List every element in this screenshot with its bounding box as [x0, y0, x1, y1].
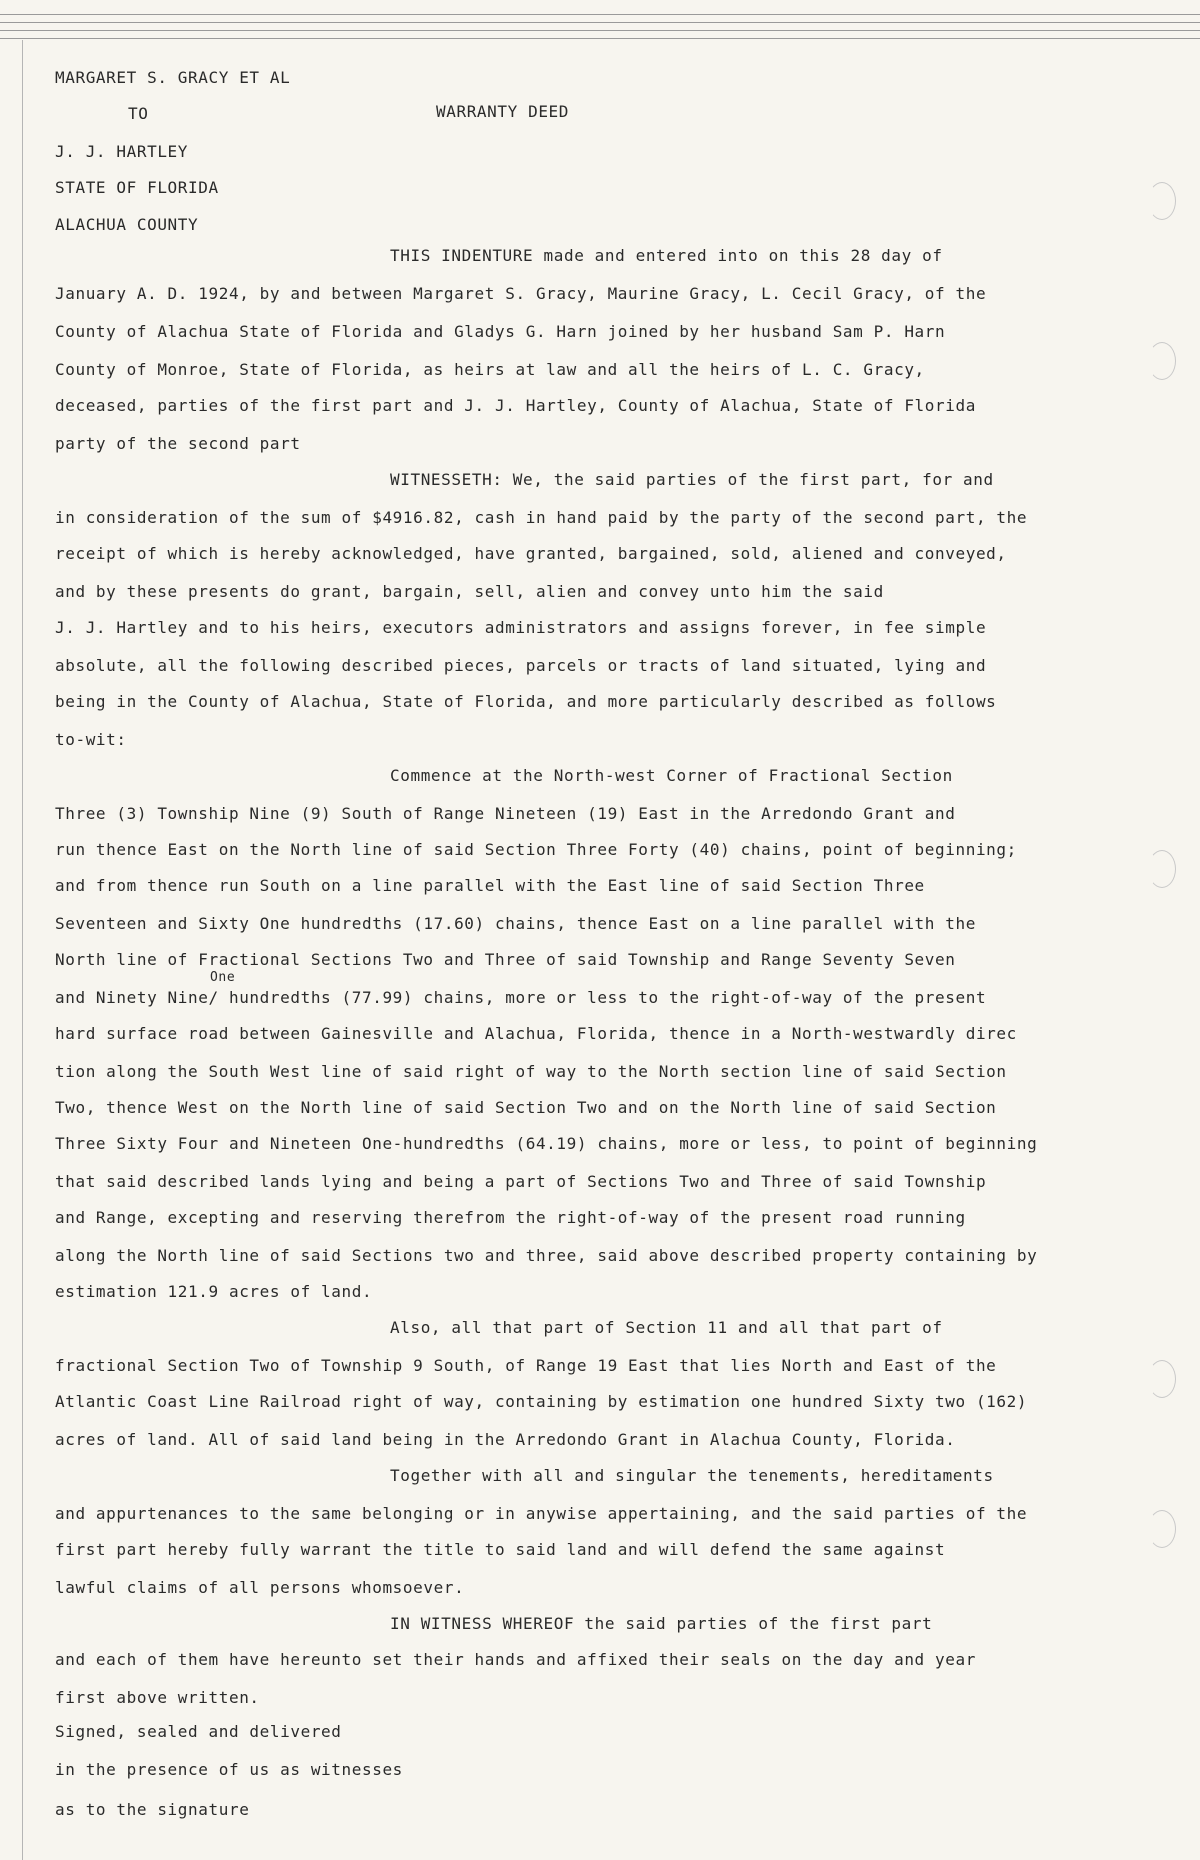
deed-line: Commence at the North-west Corner of Fractional Section [390, 766, 953, 785]
deed-line: first above written. [55, 1688, 260, 1707]
deed-line: estimation 121.9 acres of land. [55, 1282, 373, 1301]
binder-hole [1148, 342, 1176, 380]
deed-line: January A. D. 1924, by and between Margaret S. Gracy, Maurine Gracy, L. Cecil Gracy, of the [55, 284, 987, 303]
deed-line: County of Alachua State of Florida and Gladys G. Harn joined by her husband Sam P. Harn [55, 322, 946, 341]
deed-line: THIS INDENTURE made and entered into on this 28 day of [390, 246, 943, 265]
deed-line: Seventeen and Sixty One hundredths (17.60) chains, thence East on a line parallel with the [55, 914, 976, 933]
deed-line: receipt of which is hereby acknowledged, have granted, bargained, sold, aliened and conveyed, [55, 544, 1007, 563]
deed-line: Atlantic Coast Line Railroad right of way, containing by estimation one hundred Sixty two (162) [55, 1392, 1028, 1411]
deed-line: fractional Section Two of Township 9 South, of Range 19 East that lies North and East of the [55, 1356, 997, 1375]
deed-line: North line of Fractional Sections Two and Three of said Township and Range Seventy Seven [55, 950, 956, 969]
deed-line: deceased, parties of the first part and J. J. Hartley, County of Alachua, State of Florida [55, 396, 976, 415]
county-heading: ALACHUA COUNTY [55, 215, 199, 234]
deed-line: and from thence run South on a line parallel with the East line of said Section Three [55, 876, 925, 895]
deed-line: Three Sixty Four and Nineteen One-hundredths (64.19) chains, more or less, to point of beginning [55, 1134, 1038, 1153]
top-rule [0, 14, 1200, 15]
binder-hole [1148, 1360, 1176, 1398]
deed-line: Together with all and singular the tenements, hereditaments [390, 1466, 994, 1485]
deed-line: tion along the South West line of said right of way to the North section line of said Section [55, 1062, 1007, 1081]
deed-line: and Range, excepting and reserving therefrom the right-of-way of the present road running [55, 1208, 966, 1227]
deed-line: Three (3) Township Nine (9) South of Range Nineteen (19) East in the Arredondo Grant and [55, 804, 956, 823]
deed-line: Two, thence West on the North line of said Section Two and on the North line of said Section [55, 1098, 997, 1117]
deed-line: Signed, sealed and delivered [55, 1722, 342, 1741]
state-heading: STATE OF FLORIDA [55, 178, 219, 197]
deed-line: and appurtenances to the same belonging or in anywise appertaining, and the said parties of the [55, 1504, 1028, 1523]
to-label: TO [128, 104, 149, 123]
deed-line: lawful claims of all persons whomsoever. [55, 1578, 465, 1597]
deed-line: to-wit: [55, 730, 127, 749]
binder-hole [1148, 182, 1176, 220]
deed-line: J. J. Hartley and to his heirs, executors administrators and assigns forever, in fee simple [55, 618, 987, 637]
deed-line: WITNESSETH: We, the said parties of the first part, for and [390, 470, 994, 489]
deed-line: as to the signature [55, 1800, 250, 1819]
binder-hole [1148, 1510, 1176, 1548]
deed-line: and Ninety Nine/ hundredths (77.99) chains, more or less to the right-of-way of the present [55, 988, 987, 1007]
deed-line: being in the County of Alachua, State of Florida, and more particularly described as follows [55, 692, 997, 711]
deed-line: and each of them have hereunto set their hands and affixed their seals on the day and year [55, 1650, 976, 1669]
deed-line: County of Monroe, State of Florida, as heirs at law and all the heirs of L. C. Gracy, [55, 360, 925, 379]
grantor-heading: MARGARET S. GRACY ET AL [55, 68, 291, 87]
deed-line: in the presence of us as witnesses [55, 1760, 403, 1779]
top-rule [0, 22, 1200, 23]
deed-line: party of the second part [55, 434, 301, 453]
deed-line: acres of land. All of said land being in the Arredondo Grant in Alachua County, Florida. [55, 1430, 956, 1449]
deed-line: IN WITNESS WHEREOF the said parties of the first part [390, 1614, 933, 1633]
deed-line: in consideration of the sum of $4916.82, cash in hand paid by the party of the second part, the [55, 508, 1028, 527]
deed-line: along the North line of said Sections two and three, said above described property containing by [55, 1246, 1038, 1265]
deed-line: run thence East on the North line of said Section Three Forty (40) chains, point of beginning; [55, 840, 1017, 859]
deed-line: hard surface road between Gainesville and Alachua, Florida, thence in a North-westwardly direc [55, 1024, 1017, 1043]
deed-line: and by these presents do grant, bargain, sell, alien and convey unto him the said [55, 582, 884, 601]
document-title: WARRANTY DEED [436, 102, 570, 121]
deed-line: that said described lands lying and being a part of Sections Two and Three of said Township [55, 1172, 987, 1191]
interline-correction: One [210, 970, 236, 985]
binder-hole [1148, 850, 1176, 888]
margin-rule [22, 40, 23, 1860]
top-rule [0, 30, 1200, 31]
deed-line: first part hereby fully warrant the title to said land and will defend the same against [55, 1540, 946, 1559]
deed-line: absolute, all the following described pieces, parcels or tracts of land situated, lying and [55, 656, 987, 675]
top-rule [0, 38, 1200, 39]
deed-line: Also, all that part of Section 11 and all that part of [390, 1318, 943, 1337]
grantee-heading: J. J. HARTLEY [55, 142, 189, 161]
